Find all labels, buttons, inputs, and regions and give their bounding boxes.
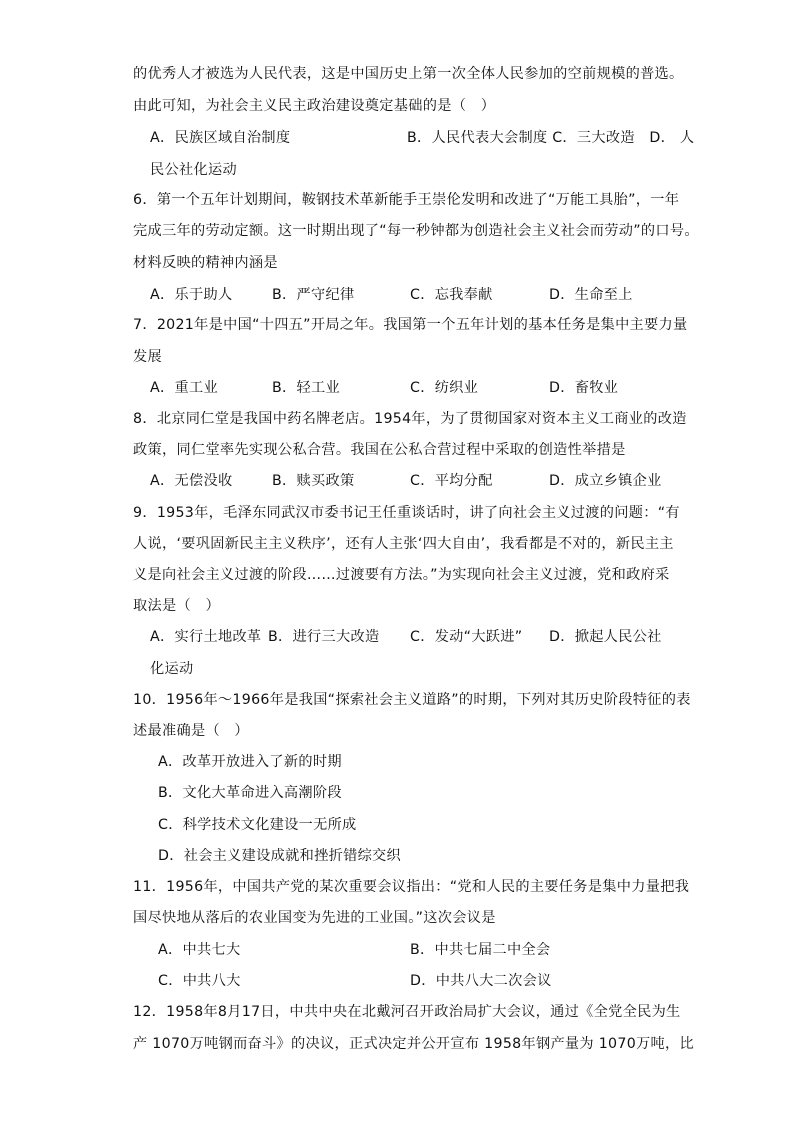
option-c: C．中共八大	[158, 973, 241, 989]
question-9: 9．1953年，毛泽东同武汉市委书记王任重谈话时，讲了向社会主义过渡的问题：“有	[133, 505, 680, 521]
option-d: D．生命至上	[549, 287, 633, 303]
text-line: 由此可知，为社会主义民主政治建设奠定基础的是（ ）	[133, 98, 496, 114]
option-a: A．改革开放进入了新的时期	[158, 754, 342, 770]
option-b: B．轻工业	[272, 380, 340, 396]
option-a: A．民族区域自治制度	[150, 130, 291, 146]
question-7: 7．2021年是中国“十四五”开局之年。我国第一个五年计划的基本任务是集中主要力量	[133, 317, 688, 333]
option-d: D．中共八大二次会议	[410, 973, 552, 989]
option-c: C．科学技术文化建设一无所成	[158, 817, 357, 833]
option-d: D．畜牧业	[549, 380, 619, 396]
option-a: A．重工业	[150, 380, 218, 396]
question-6: 6．第一个五年计划期间，鞍钢技术革新能手王崇伦发明和改进了“万能工具胎”，一年	[133, 192, 680, 208]
text-line: 人说，‘要巩固新民主主义秩序’，还有人主张‘四大自由’，我看都是不对的，新民主主	[133, 536, 674, 552]
text-line: 国尽快地从落后的农业国变为先进的工业国。”这次会议是	[133, 910, 496, 926]
option-c: C．发动“大跃进”	[410, 629, 523, 645]
option-d: D．掀起人民公社	[549, 629, 662, 645]
text-line: 民公社化运动	[150, 162, 237, 178]
question-8: 8．北京同仁堂是我国中药名牌老店。1954年，为了贯彻国家对资本主义工商业的改造	[133, 411, 687, 427]
option-a: A．无偿没收	[150, 473, 233, 489]
option-b: B．赎买政策	[272, 473, 355, 489]
option-a: A．中共七大	[158, 942, 241, 958]
option-b: B．人民代表大会制度 C．三大改造 D． 人	[407, 130, 695, 146]
text-line: 述最准确是（ ）	[133, 723, 249, 739]
option-c: C．忘我奉献	[410, 287, 493, 303]
option-d: D．社会主义建设成就和挫折错综交织	[158, 848, 402, 864]
option-b: B．中共七届二中全会	[410, 942, 551, 958]
text-line: 化运动	[150, 661, 194, 677]
option-a: A．实行土地改革	[150, 629, 262, 645]
text-line: 取法是（ ）	[133, 598, 220, 614]
question-10: 10．1956年～1966年是我国“探索社会主义道路”的时期，下列对其历史阶段特征的表	[133, 692, 691, 708]
option-c: C．平均分配	[410, 473, 493, 489]
text-line: 发展	[133, 349, 162, 365]
question-12: 12．1958年8月17日，中共中央在北戴河召开政治局扩大会议，通过《全党全民为生	[133, 1004, 681, 1020]
text-line: 产 1070万吨钢而奋斗》的决议，正式决定并公开宣布 1958年钢产量为 1070万吨，比	[133, 1036, 694, 1052]
text-line: 完成三年的劳动定额。这一时期出现了“每一秒钟都为创造社会主义社会而劳动”的口号。	[133, 223, 699, 239]
option-b: B．严守纪律	[272, 287, 355, 303]
option-c: C．纺织业	[410, 380, 479, 396]
option-a: A．乐于助人	[150, 287, 233, 303]
question-11: 11．1956年，中国共产党的某次重要会议指出：“党和人民的主要任务是集中力量把我	[133, 879, 690, 895]
option-b: B．进行三大改造	[268, 629, 380, 645]
text-line: 义是向社会主义过渡的阶段……过渡要有方法。”为实现向社会主义过渡，党和政府采	[133, 567, 670, 583]
option-d: D．成立乡镇企业	[549, 473, 662, 489]
text-line: 的优秀人才被选为人民代表，这是中国历史上第一次全体人民参加的空前规模的普选。	[133, 66, 684, 82]
text-line: 材料反映的精神内涵是	[133, 255, 278, 271]
text-line: 政策，同仁堂率先实现公私合营。我国在公私合营过程中采取的创造性举措是	[133, 442, 626, 458]
option-b: B．文化大革命进入高潮阶段	[158, 785, 342, 801]
